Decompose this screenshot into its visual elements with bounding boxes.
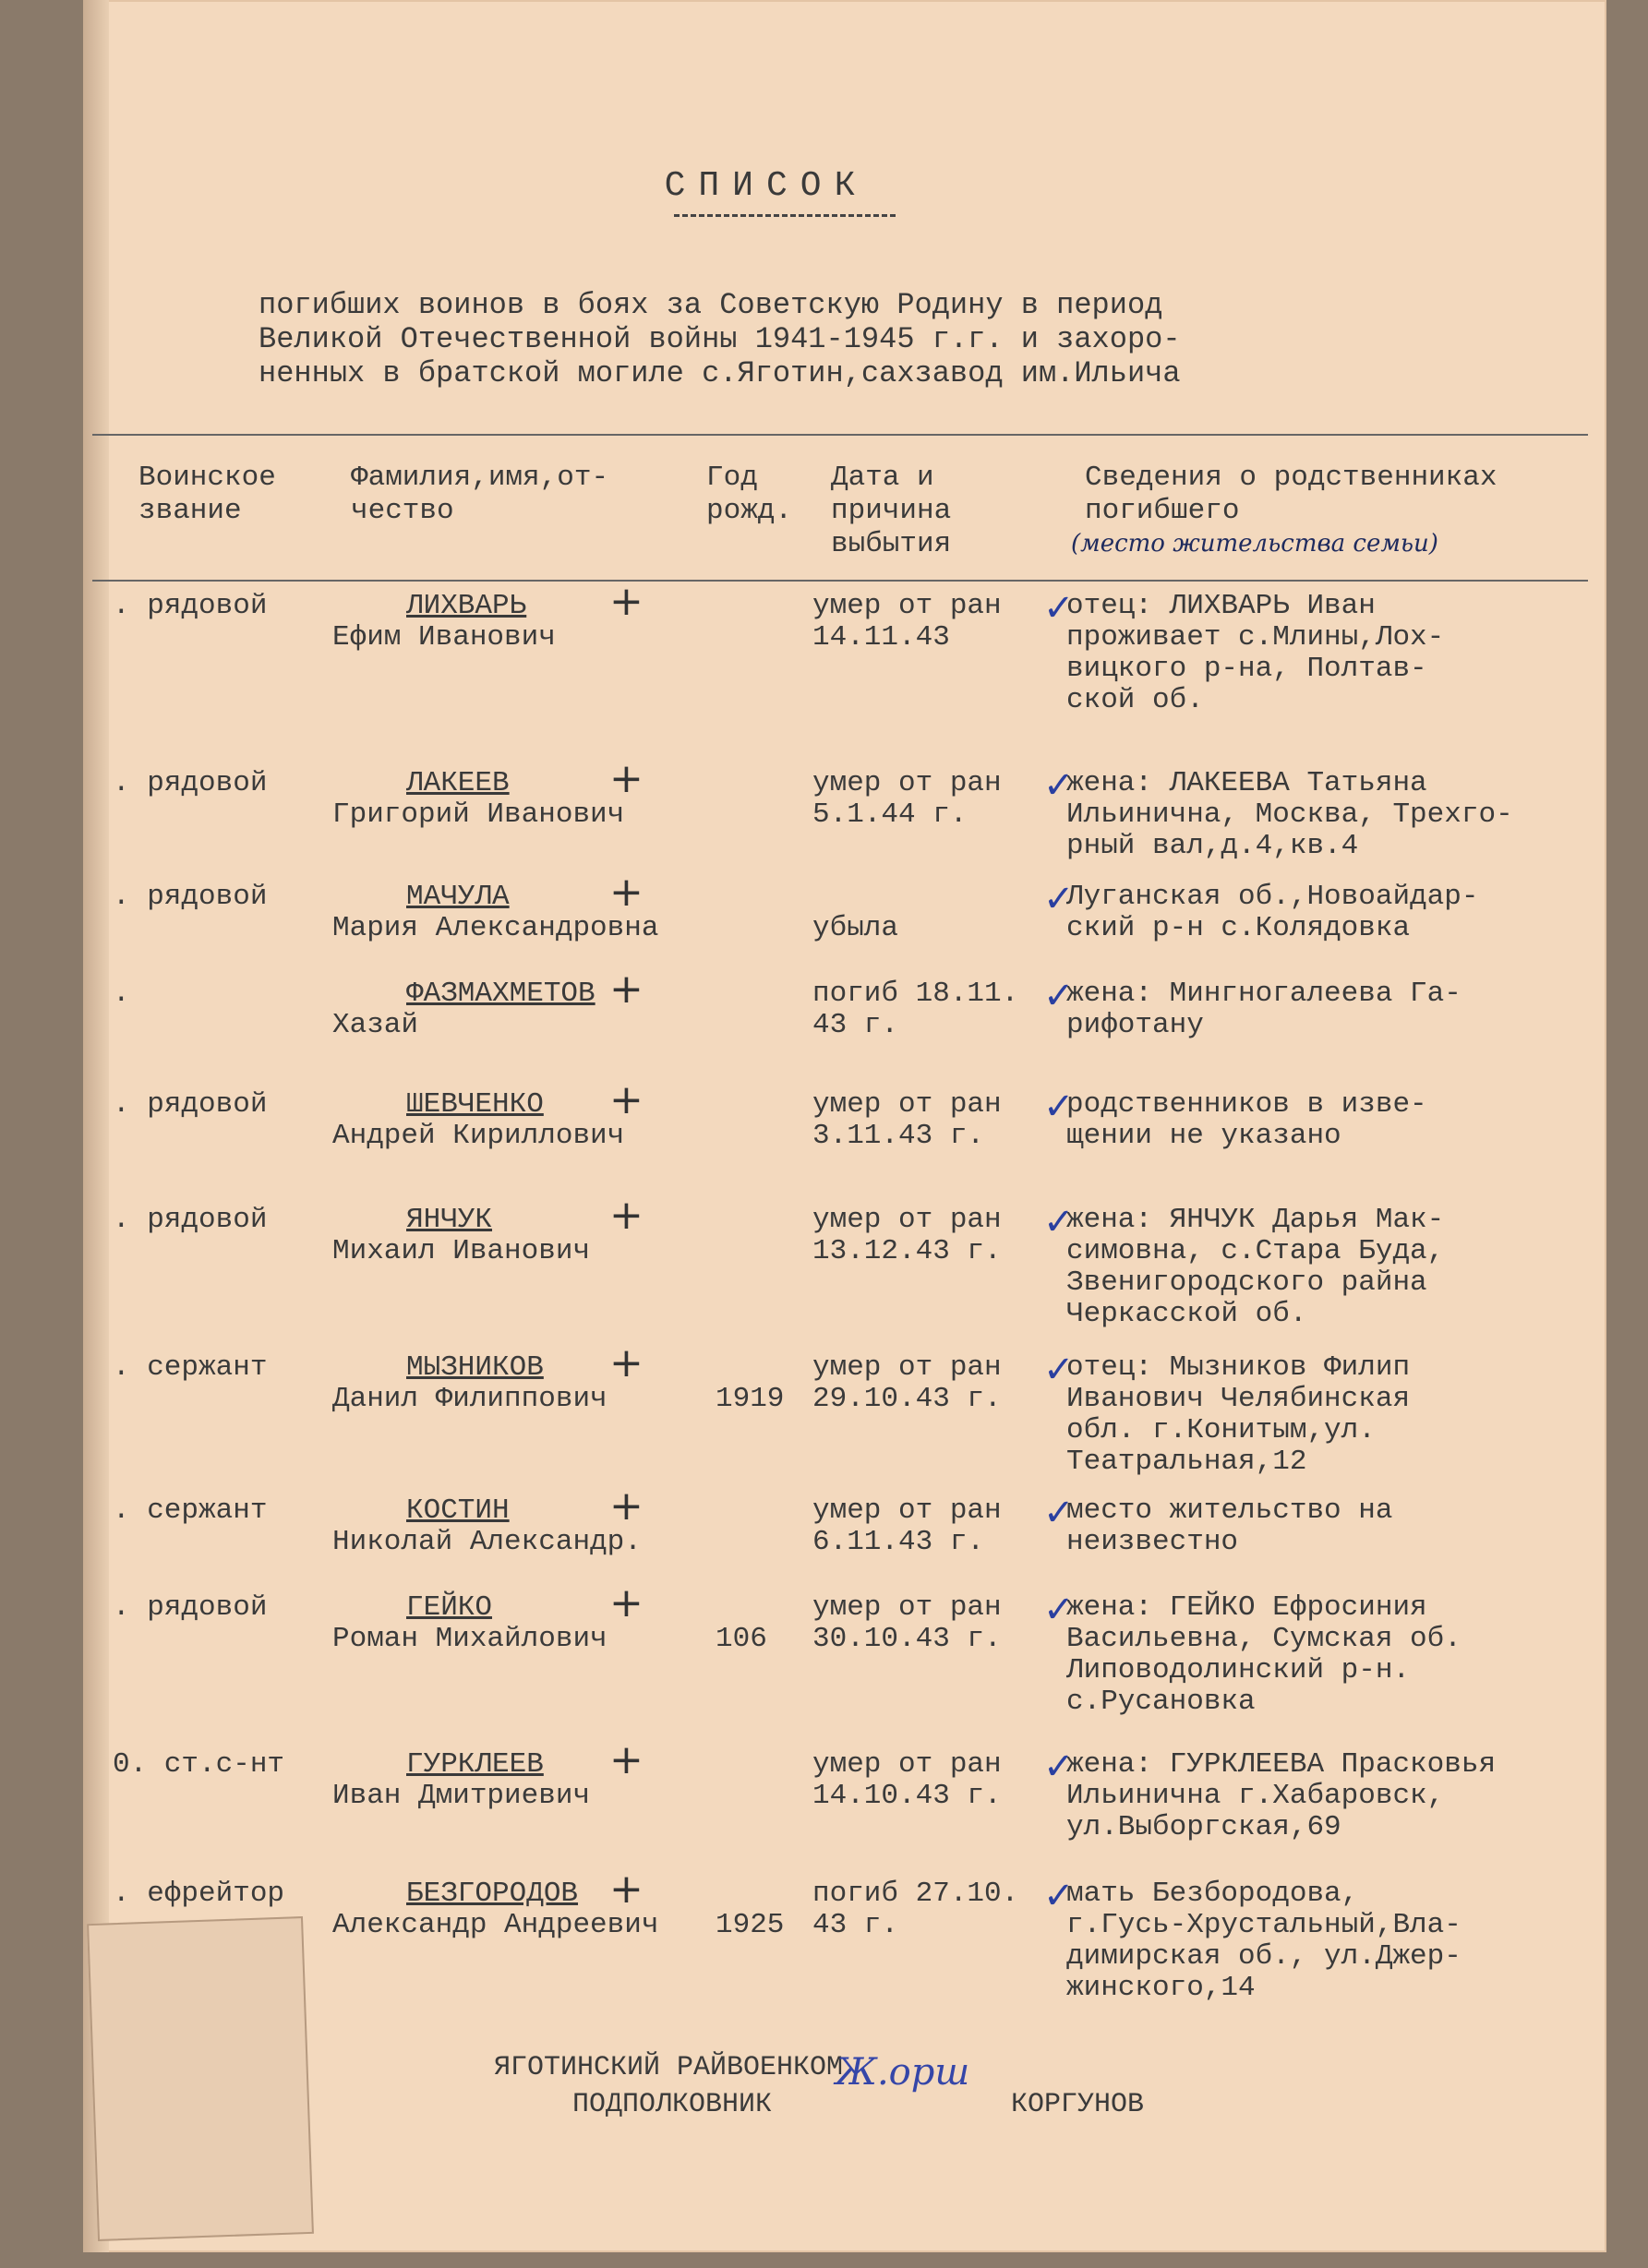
footer-rank: ПОДПОЛКОВНИК <box>572 2089 773 2120</box>
column-header-name: Фамилия,имя,от- чество <box>351 462 609 527</box>
given-name-cell: Роман Михайлович <box>332 1623 607 1655</box>
check-mark: ✓ <box>1043 878 1075 920</box>
rank-cell: . ефрейтор <box>113 1878 285 1910</box>
rank-cell: . рядовой <box>113 767 268 799</box>
list-item <box>92 966 1588 1041</box>
title-underline <box>674 214 896 217</box>
rank-cell: . рядовой <box>113 1204 268 1236</box>
relatives-cell: родственников в изве- щении не указано <box>1066 1088 1427 1152</box>
surname-cell: БЕЗГОРОДОВ <box>406 1878 579 1910</box>
surname-cell: ЛИХВАРЬ <box>406 590 527 622</box>
header-bottom-rule <box>92 580 1588 582</box>
surname-cell: МЫЗНИКОВ <box>406 1351 544 1384</box>
date-cause-cell: умер от ран 5.1.44 г. <box>812 767 1002 831</box>
surname-cell: КОСТИН <box>406 1494 510 1527</box>
pencil-cross-mark: + <box>609 966 644 1013</box>
check-mark: ✓ <box>1043 1589 1075 1631</box>
given-name-cell: Николай Александр. <box>332 1526 642 1558</box>
header-top-rule <box>92 434 1588 436</box>
given-name-cell: Михаил Иванович <box>332 1235 591 1267</box>
surname-cell: ЛАКЕЕВ <box>406 767 510 799</box>
relatives-cell: жена: Мингногалеева Га- рифотану <box>1066 978 1462 1041</box>
given-name-cell: Данил Филиппович <box>332 1383 607 1415</box>
list-item <box>92 1076 1588 1152</box>
rank-cell: . рядовой <box>113 590 268 622</box>
date-cause-cell: убыла <box>812 912 899 944</box>
list-item <box>92 1339 1588 1478</box>
given-name-cell: Хазай <box>332 1009 419 1041</box>
rank-cell: . сержант <box>113 1494 268 1527</box>
rank-cell: . рядовой <box>113 881 268 913</box>
check-mark: ✓ <box>1043 975 1075 1017</box>
column-header-date: Дата и причина выбытия <box>831 462 952 560</box>
handwritten-signature: Ж.орш <box>836 2051 970 2094</box>
relatives-cell: отец: Мызников Филип Иванович Челябинская обл. г.Конитым,ул. Театральная,12 <box>1066 1351 1411 1478</box>
date-cause-cell: умер от ран 6.11.43 г. <box>812 1494 1002 1558</box>
footer-officer-name: КОРГУНОВ <box>1011 2089 1145 2120</box>
column-header-handwritten-note: (место жительства семьи) <box>1071 530 1438 558</box>
surname-cell: ФАЗМАХМЕТОВ <box>406 978 595 1010</box>
rank-cell: . рядовой <box>113 1591 268 1624</box>
given-name-cell: Александр Андреевич <box>332 1909 659 1941</box>
relatives-cell: мать Безбородова, г.Гусь-Хрустальный,Вла- димирская об., ул.Джер- жинского,14 <box>1066 1878 1462 2004</box>
relatives-cell: жена: ГЕЙКО Ефросиния Васильевна, Сумская об. Липоводолинский р-н. с.Русановка <box>1066 1591 1462 1718</box>
date-cause-cell: умер от ран 14.10.43 г. <box>812 1748 1002 1812</box>
birth-year-cell: 1925 <box>716 1909 785 1941</box>
document-subtitle: погибших воинов в боях за Советскую Родину в период Великой Отечественной войны 1941-1945 г.г. и захоро- ненных в братской могиле с.Яготин,сахзавод им.Ильича <box>259 288 1181 390</box>
rank-cell: . сержант <box>113 1351 268 1384</box>
date-cause-cell: умер от ран 29.10.43 г. <box>812 1351 1002 1415</box>
pencil-cross-mark: + <box>609 578 644 625</box>
surname-cell: МАЧУЛА <box>406 881 510 913</box>
check-mark: ✓ <box>1043 1086 1075 1128</box>
rank-cell: . рядовой <box>113 1088 268 1121</box>
check-mark: ✓ <box>1043 1492 1075 1534</box>
pencil-cross-mark: + <box>609 1482 644 1530</box>
surname-cell: ШЕВЧЕНКО <box>406 1088 544 1121</box>
check-mark: ✓ <box>1043 1875 1075 1917</box>
date-cause-cell: погиб 27.10. 43 г. <box>812 1878 1019 1941</box>
column-header-year: Год рожд. <box>706 462 793 527</box>
pencil-cross-mark: + <box>609 1736 644 1783</box>
relatives-cell: место жительство на неизвестно <box>1066 1494 1393 1558</box>
list-item <box>92 1579 1588 1718</box>
given-name-cell: Андрей Кириллович <box>332 1120 625 1152</box>
list-item <box>92 1736 1588 1843</box>
pencil-cross-mark: + <box>609 755 644 802</box>
list-item <box>92 1192 1588 1330</box>
column-header-rank: Воинское звание <box>138 462 276 527</box>
surname-cell: ГЕЙКО <box>406 1591 493 1624</box>
list-item <box>92 1482 1588 1558</box>
given-name-cell: Иван Дмитриевич <box>332 1780 591 1812</box>
footer-office: ЯГОТИНСКИЙ РАЙВОЕНКОМ <box>494 2052 844 2083</box>
birth-year-cell: 106 <box>716 1623 767 1655</box>
list-item <box>92 755 1588 862</box>
relatives-cell: жена: ЛАКЕЕВА Татьяна Ильинична, Москва, Трехго- рный вал,д.4,кв.4 <box>1066 767 1513 862</box>
check-mark: ✓ <box>1043 1201 1075 1243</box>
relatives-cell: Луганская об.,Новоайдар- ский р-н с.Колядовка <box>1066 881 1479 944</box>
date-cause-cell: умер от ран 13.12.43 г. <box>812 1204 1002 1267</box>
paper-scrap <box>87 1916 314 2241</box>
birth-year-cell: 1919 <box>716 1383 785 1415</box>
page-binding <box>83 0 109 2252</box>
column-header-relatives: Сведения о родственниках погибшего <box>1085 462 1498 527</box>
given-name-cell: Ефим Иванович <box>332 621 556 654</box>
date-cause-cell: погиб 18.11. 43 г. <box>812 978 1019 1041</box>
check-mark: ✓ <box>1043 764 1075 807</box>
check-mark: ✓ <box>1043 1746 1075 1788</box>
pencil-cross-mark: + <box>609 1866 644 1913</box>
check-mark: ✓ <box>1043 1349 1075 1391</box>
rank-cell: . <box>113 978 130 1010</box>
relatives-cell: жена: ЯНЧУК Дарья Мак- симовна, с.Стара Буда, Звенигородского райна Черкасской об. <box>1066 1204 1445 1330</box>
date-cause-cell: умер от ран 3.11.43 г. <box>812 1088 1002 1152</box>
list-item <box>92 1866 1588 2004</box>
rank-cell: 0. ст.с-нт <box>113 1748 285 1781</box>
relatives-cell: отец: ЛИХВАРЬ Иван проживает с.Млины,Лох- вицкого р-на, Полтав- ской об. <box>1066 590 1445 716</box>
surname-cell: ГУРКЛЕЕВ <box>406 1748 544 1781</box>
pencil-cross-mark: + <box>609 1076 644 1123</box>
pencil-cross-mark: + <box>609 869 644 916</box>
pencil-cross-mark: + <box>609 1339 644 1386</box>
pencil-cross-mark: + <box>609 1192 644 1239</box>
list-item <box>92 578 1588 716</box>
given-name-cell: Григорий Иванович <box>332 798 625 831</box>
list-item <box>92 869 1588 944</box>
check-mark: ✓ <box>1043 587 1075 630</box>
surname-cell: ЯНЧУК <box>406 1204 493 1236</box>
relatives-cell: жена: ГУРКЛЕЕВА Прасковья Ильинична г.Хабаровск, ул.Выборгская,69 <box>1066 1748 1497 1843</box>
given-name-cell: Мария Александровна <box>332 912 659 944</box>
date-cause-cell: умер от ран 14.11.43 <box>812 590 1002 654</box>
date-cause-cell: умер от ран 30.10.43 г. <box>812 1591 1002 1655</box>
pencil-cross-mark: + <box>609 1579 644 1626</box>
document-title: СПИСОК <box>664 166 869 206</box>
